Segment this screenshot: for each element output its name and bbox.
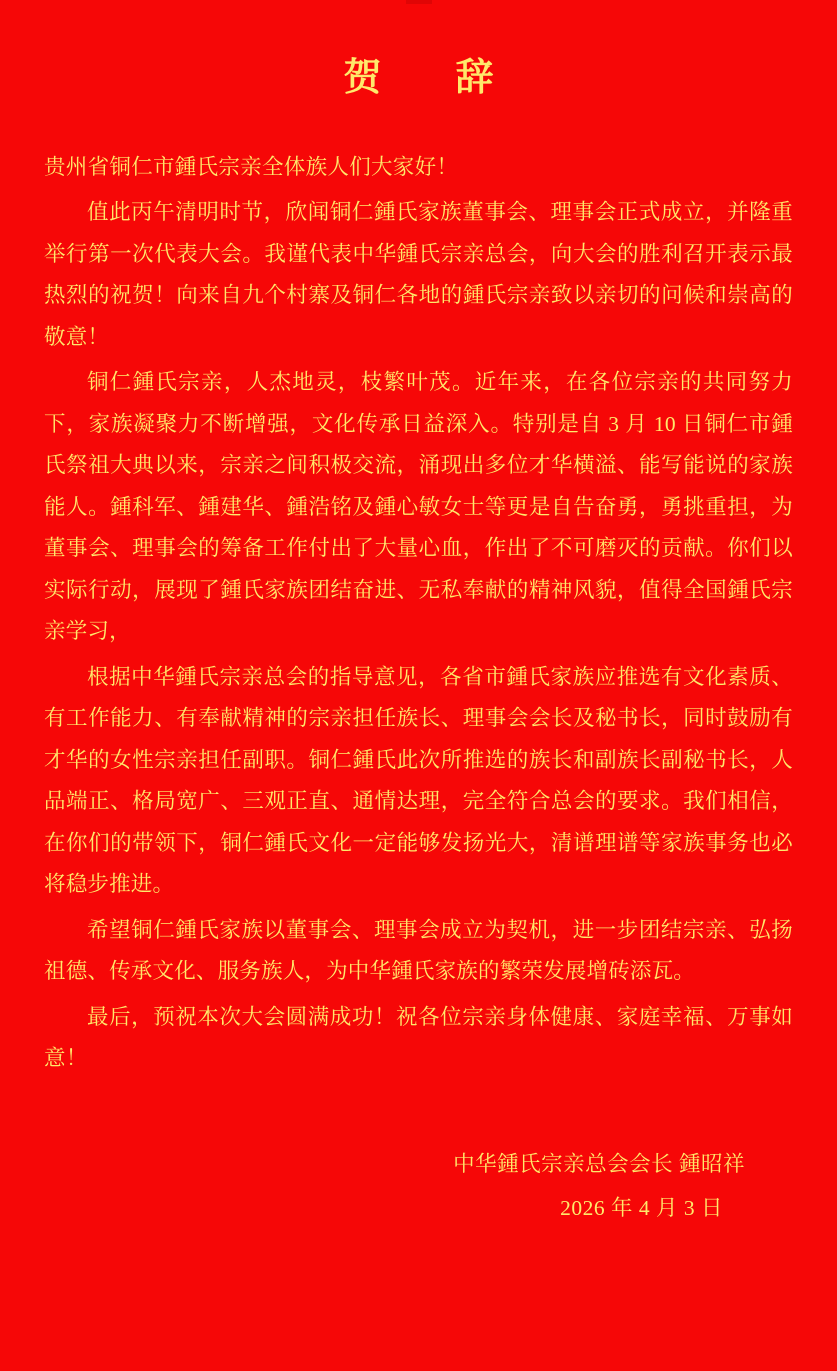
body-paragraph-5: 最后，预祝本次大会圆满成功！祝各位宗亲身体健康、家庭幸福、万事如意！ [44,1004,793,1070]
page-title: 贺 辞 [343,57,512,99]
top-edge-mark [406,0,432,4]
body-paragraph-1: 值此丙午清明时节，欣闻铜仁鍾氏家族董事会、理事会正式成立，并隆重举行第一次代表大会。我谨代表中华鍾氏宗亲总会，向大会的胜利召开表示最热烈的祝贺！向来自九个村寨及铜仁各地的鍾氏宗亲致以亲切的问候和崇高的敬意！ [44,200,793,349]
signature-date: 2026 年 4 月 3 日 [560,1195,723,1220]
body-paragraph-4: 希望铜仁鍾氏家族以董事会、理事会成立为契机，进一步团结宗亲、弘扬祖德、传承文化、服务族人，为中华鍾氏家族的繁荣发展增砖添瓦。 [44,917,793,983]
body-paragraph-3: 根据中华鍾氏宗亲总会的指导意见，各省市鍾氏家族应推选有文化素质、有工作能力、有奉献精神的宗亲担任族长、理事会会长及秘书长，同时鼓励有才华的女性宗亲担任副职。铜仁鍾氏此次所推选的族长和副族长副秘书长，人品端正、格局宽广、三观正直、通情达理，完全符合总会的要求。我们相信，在你们的带领下，铜仁鍾氏文化一定能够发扬光大，清谱理谱等家族事务也必将稳步推进。 [44,664,793,896]
signature-name: 中华鍾氏宗亲总会会长 鍾昭祥 [453,1151,745,1176]
body-paragraph-2: 铜仁鍾氏宗亲，人杰地灵，枝繁叶茂。近年来，在各位宗亲的共同努力下，家族凝聚力不断增强，文化传承日益深入。特别是自 3 月 10 日铜仁市鍾氏祭祖大典以来，宗亲之间积极交流，涌现出多位才华横溢、能写能说的家族能人。鍾科军、鍾建华、鍾浩铭及鍾心敏女士等更是自告奋勇，勇挑重担，为董事会、理事会的筹备工作付出了大量心血，作出了不可磨灭的贡献。你们以实际行动，展现了鍾氏家族团结奋进、无私奉献的精神风貌，值得全国鍾氏宗亲学习， [44,370,793,643]
salutation-line: 贵州省铜仁市鍾氏宗亲全体族人们大家好！ [44,155,459,179]
signature-block [44,1142,793,1230]
